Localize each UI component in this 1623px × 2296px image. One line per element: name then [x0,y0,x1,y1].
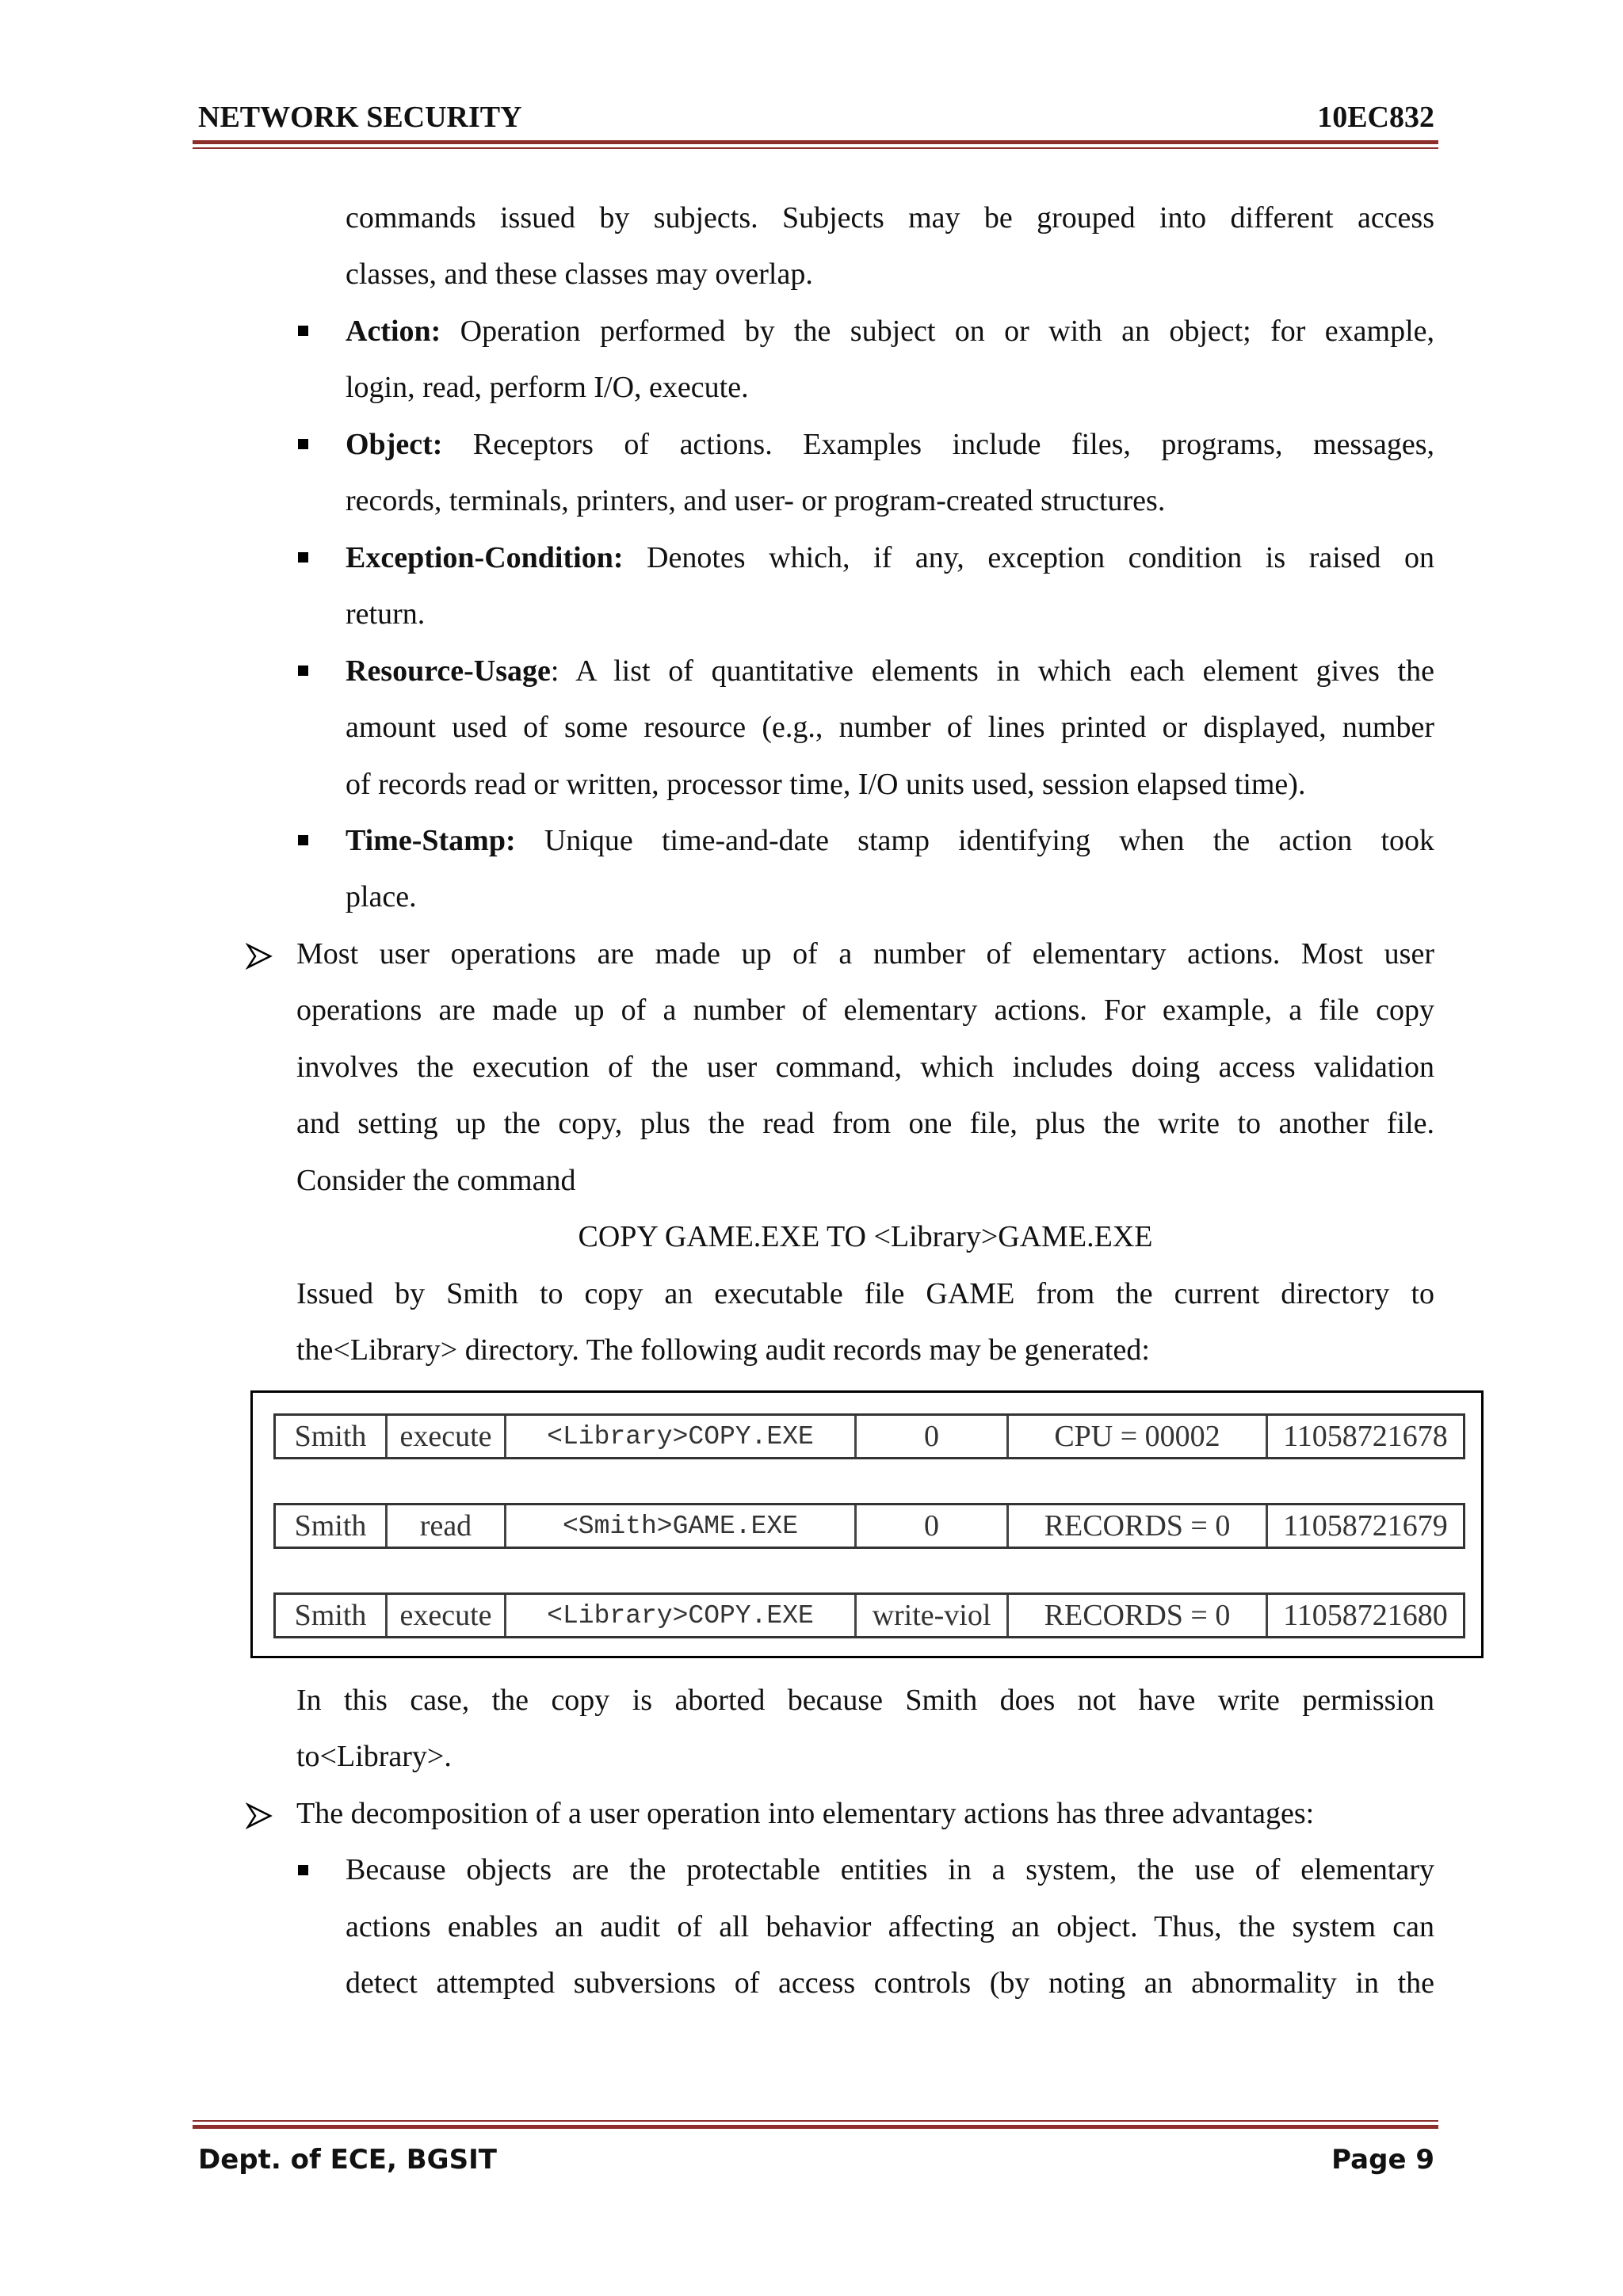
audit-record-row [273,1592,1465,1638]
bullet-item-advantage: Because objects are the protectable entities in a system, the use of elementary [346,1853,1434,1886]
record-action: read [388,1505,506,1547]
record-time-stamp: 11058721679 [1283,1509,1448,1543]
record-exception: write-viol [857,1595,1009,1636]
record-time-stamp: 11058721680 [1283,1599,1448,1632]
footer-rule-thick [193,2125,1438,2129]
bullet-item-exception-condition: Exception-Condition: Denotes which, if any, exception condition is raised on [346,541,1434,574]
audit-record-row [273,1413,1465,1459]
body-line: the<Library> directory. The following audit records may be generated: [296,1333,1150,1367]
body-line: actions enables an audit of all behavior affecting an object. Thus, the system can [346,1910,1434,1943]
header-rule-thick [193,140,1438,144]
bullet-square-icon [298,439,308,449]
footer-rule-thin [193,2120,1438,2122]
record-object: <Library>COPY.EXE [506,1595,857,1636]
header-title: NETWORK SECURITY [198,101,522,134]
record-resource-usage: CPU = 00002 [1009,1416,1268,1457]
body-line: amount used of some resource (e.g., number of lines printed or displayed, number [346,711,1434,744]
body-line: and setting up the copy, plus the read from one file, plus the write to another file. [296,1107,1434,1140]
record-subject: Smith [276,1595,388,1636]
body-line: In this case, the copy is aborted because Smith does not have write permission [296,1684,1434,1717]
page-header [198,100,1434,135]
body-line: records, terminals, printers, and user- or program-created structures. [346,484,1166,517]
body-line: operations are made up of a number of elementary actions. For example, a file copy [296,994,1434,1027]
bullet-square-icon [298,326,308,336]
body-line: to<Library>. [296,1740,452,1773]
record-resource-usage: RECORDS = 0 [1009,1505,1268,1547]
bullet-square-icon [298,835,308,845]
record-object: <Smith>GAME.EXE [506,1505,857,1547]
record-subject: Smith [276,1416,388,1457]
arrow-bullet-icon [246,943,273,970]
body-line: involves the execution of the user command, which includes doing access validation [296,1051,1434,1084]
bullet-item-resource-usage: Resource-Usage: A list of quantitative elements in which each element gives the [346,654,1434,688]
body-line: place. [346,880,417,913]
bullet-square-icon [298,666,308,676]
body-line: return. [346,597,426,631]
page-footer [198,2144,1434,2180]
record-time-stamp: 11058721678 [1283,1420,1448,1453]
audit-record-row [273,1503,1465,1549]
header-rule-thin [193,147,1438,149]
body-line: The decomposition of a user operation into elementary actions has three advantages: [296,1797,1315,1830]
header-code: 10EC832 [1317,101,1434,134]
command-line: COPY GAME.EXE TO <Library>GAME.EXE [578,1220,1153,1253]
arrow-bullet-icon [246,1802,273,1829]
body-line: detect attempted subversions of access controls (by noting an abnormality in the [346,1966,1434,2000]
record-exception: 0 [857,1416,1009,1457]
body-line: commands issued by subjects. Subjects may be grouped into different access [346,201,1434,235]
footer-dept: Dept. of ECE, BGSIT [198,2144,497,2176]
body-line: classes, and these classes may overlap. [346,257,813,291]
page-number: Page 9 [1331,2144,1434,2176]
bullet-square-icon [298,1865,308,1875]
bullet-item-time-stamp: Time-Stamp: Unique time-and-date stamp identifying when the action took [346,824,1434,857]
record-action: execute [388,1595,506,1636]
record-resource-usage: RECORDS = 0 [1009,1595,1268,1636]
body-line: login, read, perform I/O, execute. [346,371,749,404]
record-object: <Library>COPY.EXE [506,1416,857,1457]
bullet-item-action: Action: Operation performed by the subject on or with an object; for example, [346,315,1434,348]
record-action: execute [388,1416,506,1457]
record-subject: Smith [276,1505,388,1547]
bullet-square-icon [298,552,308,563]
body-line: Issued by Smith to copy an executable file GAME from the current directory to [296,1277,1434,1310]
body-line: of records read or written, processor time, I/O units used, session elapsed time). [346,768,1306,801]
body-line: Consider the command [296,1164,576,1197]
record-exception: 0 [857,1505,1009,1547]
body-line: Most user operations are made up of a number of elementary actions. Most user [296,937,1434,971]
bullet-item-object: Object: Receptors of actions. Examples include files, programs, messages, [346,428,1434,461]
